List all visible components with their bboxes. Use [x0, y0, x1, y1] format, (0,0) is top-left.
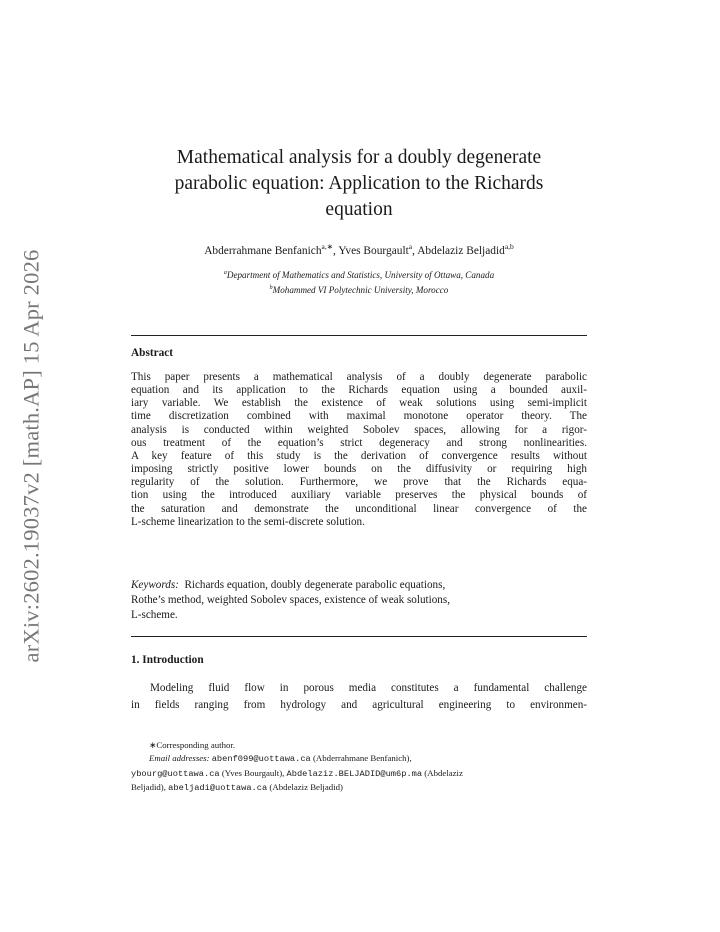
abstract-line: A key feature of this study is the derivation of convergence results without [131, 449, 587, 462]
author-name: Abdelaziz Beljadid [417, 244, 505, 257]
keywords-text: Richards equation, doubly degenerate parabolic equations, [184, 579, 446, 591]
affiliation-text: Mohammed VI Polytechnic University, Morocco [272, 284, 449, 295]
abstract-line: tion using the introduced auxiliary variable preserves the physical bounds of [131, 489, 587, 502]
email-owner: (Yves Bourgault), [221, 767, 285, 778]
email-owner: (Abdelaziz Beljadid) [269, 781, 343, 792]
abstract-line: ous treatment of the equation’s strict degeneracy and strong nonlinearities. [131, 436, 587, 449]
abstract-line: iary variable. We establish the existence of weak solutions using semi-implicit [131, 397, 587, 410]
email-owner: (Abderrahmane Benfanich), [312, 753, 412, 764]
affiliations [131, 267, 587, 296]
abstract-line: L-scheme linearization to the semi-discrete solution. [131, 515, 365, 528]
abstract-line: imposing strictly positive lower bounds on the diffusivity or requiring high [131, 463, 587, 476]
abstract-line: equation and its application to the Richards equation using a bounded auxil- [131, 384, 587, 397]
email-owner: (Abdelaziz [424, 767, 463, 778]
introduction-text [131, 680, 587, 713]
keywords-line [131, 578, 587, 593]
title-line: parabolic equation: Application to the Richards [174, 173, 544, 194]
affiliation-mark: b [269, 284, 273, 291]
abstract-heading: Abstract [131, 347, 174, 359]
keywords [131, 578, 587, 623]
email-line [131, 752, 587, 766]
author-marks: a,b [504, 242, 514, 251]
email-owner-wrap: Beljadid), [131, 781, 166, 792]
author-name: Abderrahmane Benfanich [204, 244, 322, 257]
email-label: Email addresses: [149, 753, 210, 764]
abstract-line: regularity of the solution. Furthermore, we prove that the Richards equa- [131, 476, 587, 489]
arxiv-identifier [14, 246, 48, 666]
author-list: Abderrahmane Benfanich$^{a,∗}$, Yves Bourgault$^a$, Abdelaziz Beljadid$^{a,b}$ [204, 242, 514, 257]
email-address: Abdelaziz.BELJADID@um6p.ma [286, 768, 423, 779]
footnotes [131, 739, 587, 795]
abstract-top-rule [131, 335, 587, 336]
keywords-line: Rothe’s method, weighted Sobolev spaces, existence of weak solutions, [131, 594, 450, 606]
intro-line: in fields ranging from hydrology and agricultural engineering to environmen- [131, 698, 587, 711]
paper-title [131, 145, 587, 223]
email-address: ybourg@uottawa.ca [131, 768, 220, 779]
arxiv-identifier-text: arXiv:2602.19037v2 [math.AP] 15 Apr 2026 [18, 249, 43, 663]
affiliation-mark: a [223, 270, 227, 276]
email-line [131, 781, 587, 795]
author-marks: a,∗ [321, 242, 334, 251]
affiliation-text: Department of Mathematics and Statistics, University of Ottawa, Canada [226, 270, 495, 281]
section-heading: 1. Introduction [131, 654, 204, 666]
email-line [131, 767, 587, 781]
author-marks: a [408, 242, 413, 251]
abstract-line: This paper presents a mathematical analysis of a doubly degenerate parabolic [131, 371, 587, 383]
abstract-body [131, 371, 587, 529]
title-line: equation [325, 199, 393, 220]
corresponding-note: ∗Corresponding author. [149, 740, 236, 750]
email-address: abenf099@uottawa.ca [211, 754, 311, 765]
abstract-line: the saturation and demonstrate the unconditional linear convergence of the [131, 502, 587, 515]
abstract-line: time discretization combined with maximal monotone operator theory. The [131, 410, 587, 423]
affiliation [131, 267, 587, 282]
email-address: abeljadi@uottawa.ca [168, 782, 268, 793]
title-line: Mathematical analysis for a doubly degenerate [176, 147, 542, 168]
author-name: Yves Bourgault [338, 244, 409, 257]
intro-line: Modeling fluid flow in porous media constitutes a fundamental challenge [150, 682, 587, 694]
keywords-label: Keywords: [131, 579, 179, 591]
keywords-line: L-scheme. [131, 609, 178, 621]
abstract-bottom-rule [131, 636, 587, 637]
affiliation [131, 282, 587, 297]
abstract-line: analysis is conducted within weighted Sobolev spaces, allowing for a rigor- [131, 423, 587, 436]
